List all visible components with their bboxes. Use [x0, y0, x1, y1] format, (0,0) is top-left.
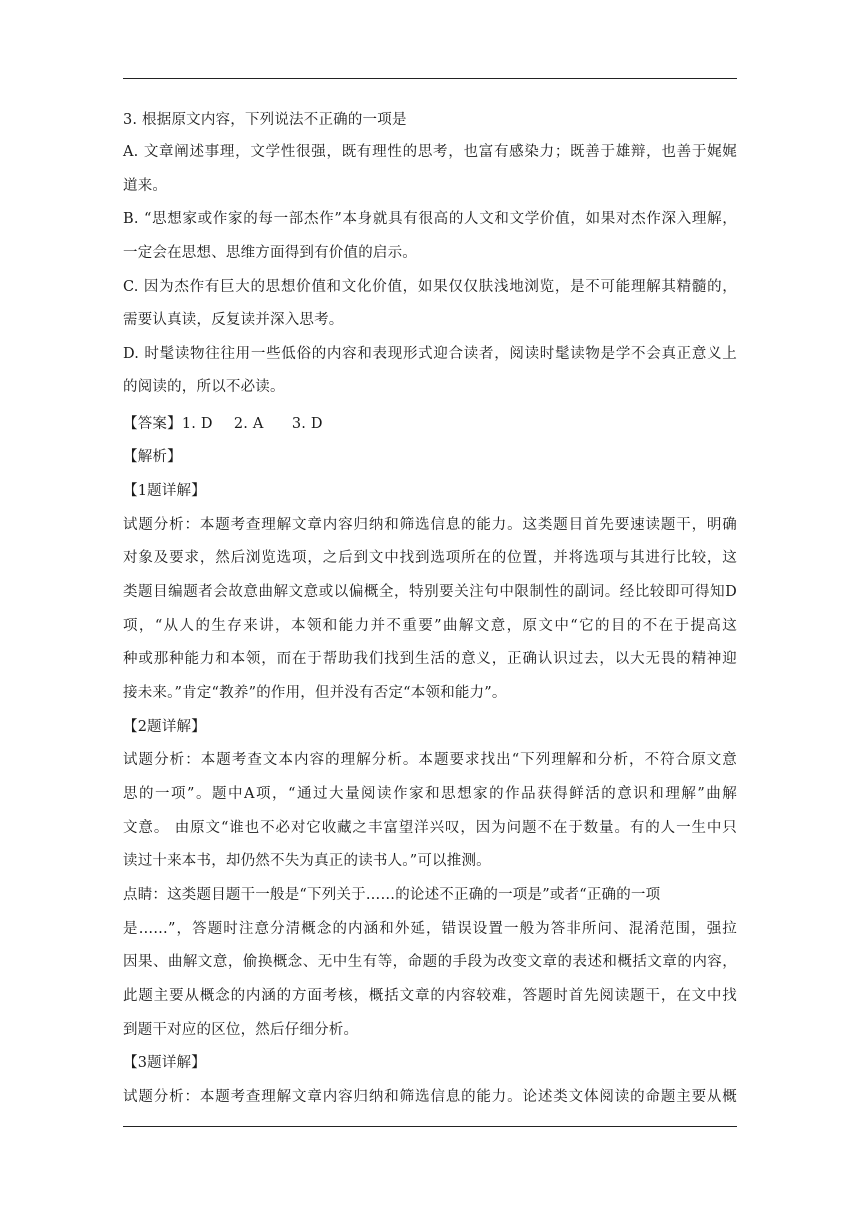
tip-line: 此题主要从概念的内涵的方面考核，概括文章的内容较难，答题时首先阅读题干，在文中找 — [123, 988, 737, 1004]
tip-line: 因果、曲解文意，偷换概念、无中生有等，命题的手段为改变文章的表述和概括文章的内容， — [123, 954, 737, 970]
option-c-line-1: C. 因为杰作有巨大的思想价值和文化价值，如果仅仅肤浅地浏览，是不可能理解其精髓的， — [123, 279, 737, 295]
analysis-label: 【解析】 — [123, 449, 182, 465]
header-rule — [123, 78, 737, 79]
detail-2-heading: 【2题详解】 — [123, 719, 206, 735]
answer-label: 【答案】 — [123, 416, 182, 432]
detail-1-heading: 【1题详解】 — [123, 483, 206, 499]
footer-rule — [123, 1126, 737, 1127]
option-c-line-2: 需要认真读，反复读并深入思考。 — [123, 312, 344, 328]
detail-3-heading: 【3题详解】 — [123, 1055, 206, 1071]
detail-1-line: 类题目编题者会故意曲解文意或以偏概全，特别要关注句中限制性的副词。经比较即可得知D — [123, 584, 737, 600]
option-a-line-1: A. 文章阐述事理，文学性很强，既有理性的思考，也富有感染力；既善于雄辩，也善于娓娓 — [123, 144, 737, 160]
detail-1-line: 试题分析：本题考查理解文章内容归纳和筛选信息的能力。这类题目首先要速读题干，明确 — [123, 517, 737, 533]
answer-item: 1. D — [181, 416, 213, 432]
answer-item: 3. D — [291, 416, 323, 432]
question-3-stem: 3. 根据原文内容，下列说法不正确的一项是 — [123, 112, 407, 128]
answer-item: 2. A — [233, 416, 264, 432]
tip-line: 到题干对应的区位，然后仔细分析。 — [123, 1022, 359, 1038]
detail-1-line: 项，“从人的生存来讲，本领和能力并不重要”曲解文意，原文中“它的目的不在于提高这 — [123, 618, 737, 634]
option-b-line-1: B. “思想家或作家的每一部杰作”本身就具有很高的人文和文学价值，如果对杰作深入理解， — [123, 211, 737, 227]
detail-1-line: 种或那种能力和本领，而在于帮助我们找到生活的意义，正确认识过去，以大无畏的精神迎 — [123, 651, 737, 667]
answer-line — [123, 408, 323, 441]
detail-2-line: 文意。 由原文“谁也不必对它收藏之丰富望洋兴叹，因为问题不在于数量。有的人一生中只 — [123, 820, 737, 836]
detail-2-line: 思的一项”。题中A项，“通过大量阅读作家和思想家的作品获得鲜活的意识和理解”曲解 — [123, 786, 737, 802]
option-b-line-2: 一定会在思想、思维方面得到有价值的启示。 — [123, 245, 417, 261]
tip-line: 是……”，答题时注意分清概念的内涵和外延，错误设置一般为答非所问、混淆范围，强拉 — [123, 921, 737, 937]
tip-line: 点睛：这类题目题干一般是“下列关于……的论述不正确的一项是”或者“正确的一项 — [123, 887, 661, 903]
detail-2-line: 试题分析：本题考查文本内容的理解分析。本题要求找出“下列理解和分析，不符合原文意 — [123, 752, 737, 768]
detail-1-line: 对象及要求，然后浏览选项，之后到文中找到选项所在的位置，并将选项与其进行比较，这 — [123, 550, 737, 566]
option-d-line-2: 的阅读的，所以不必读。 — [123, 379, 285, 395]
detail-2-line: 读过十来本书，却仍然不失为真正的读书人。”可以推测。 — [123, 853, 491, 869]
detail-3-line: 试题分析：本题考查理解文章内容归纳和筛选信息的能力。论述类文体阅读的命题主要从概 — [123, 1089, 737, 1105]
option-d-line-1: D. 时髦读物往往用一些低俗的内容和表现形式迎合读者，阅读时髦读物是学不会真正意义上 — [123, 346, 737, 362]
option-a-line-2: 道来。 — [123, 178, 168, 194]
detail-1-line: 接未来。”肯定“教养”的作用，但并没有否定“本领和能力”。 — [123, 685, 507, 701]
